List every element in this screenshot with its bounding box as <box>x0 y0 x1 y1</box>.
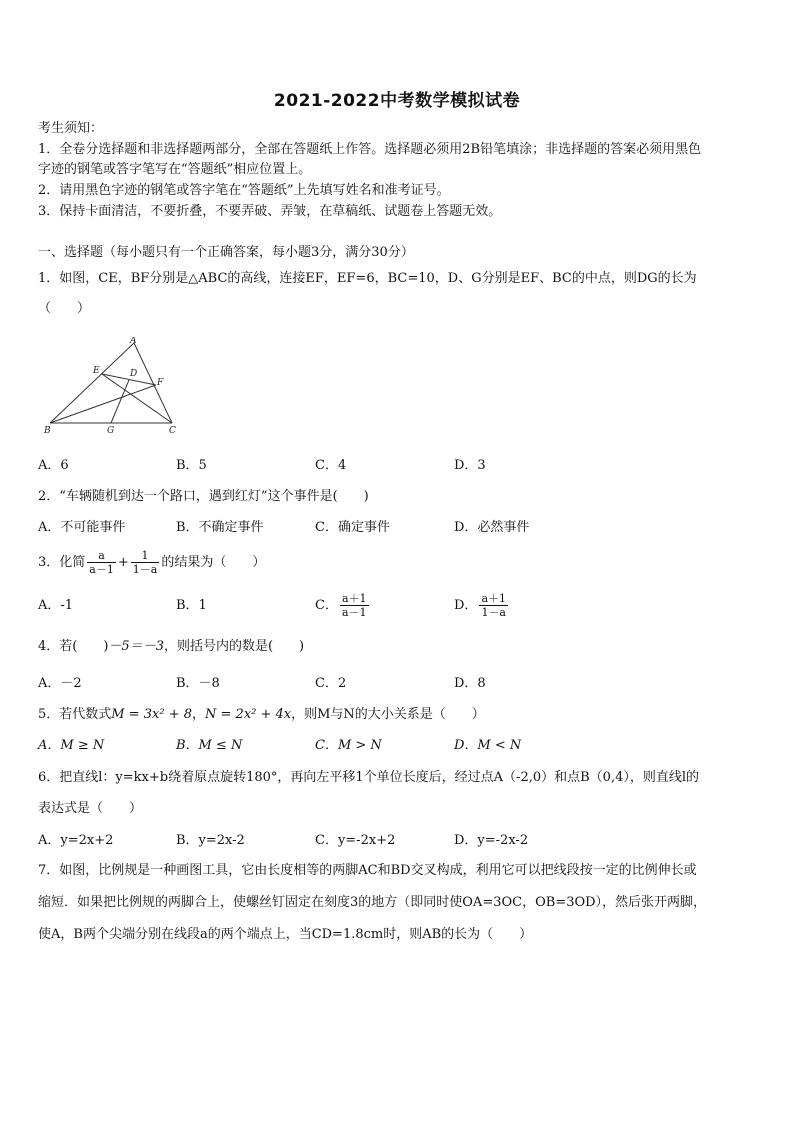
label-E: E <box>93 366 100 376</box>
q2-option-b[interactable]: B．不确定事件 <box>176 520 264 535</box>
page-title: 2021-2022中考数学模拟试卷 <box>273 91 521 111</box>
q5-text-b: ， <box>192 707 206 722</box>
label-G: G <box>107 426 115 436</box>
q4-text-a: 4．若( ) <box>38 639 109 654</box>
notice-item-2: 2．请用黑色字迹的钢笔或答字笔在“答题纸”上先填写姓名和准考证号。 <box>38 183 450 198</box>
notice-item-1-cont: 字迹的钢笔或答字笔写在“答题纸”相应位置上。 <box>38 162 312 177</box>
q3-option-a[interactable]: A．-1 <box>38 598 74 613</box>
q1-option-c[interactable]: C．4 <box>315 458 347 473</box>
q2-option-a[interactable]: A．不可能事件 <box>38 520 126 535</box>
question-6-line-2: 表达式是（ ） <box>38 801 143 816</box>
q3-d-den: 1－a <box>481 606 506 619</box>
q3-option-d-fraction <box>479 592 508 619</box>
q3-f1-num: a <box>87 549 116 563</box>
q3-option-c-fraction <box>340 592 369 619</box>
q4-option-c[interactable]: C．2 <box>315 676 347 691</box>
label-F: F <box>157 378 164 388</box>
label-C: C <box>169 426 176 436</box>
q4-expression: －5＝－3 <box>108 639 164 654</box>
q4-option-b[interactable]: B．－8 <box>176 676 220 691</box>
q6-option-c[interactable]: C．y=-2x+2 <box>315 833 396 848</box>
label-D: D <box>130 369 138 379</box>
q3-fraction-1 <box>87 549 116 576</box>
q3-f2-num: 1 <box>131 549 160 563</box>
section-heading: 一、选择题（每小题只有一个正确答案，每小题3分，满分30分） <box>38 245 414 260</box>
label-A: A <box>130 337 137 346</box>
q4-option-a[interactable]: A．－2 <box>38 676 82 691</box>
q1-option-b[interactable]: B．5 <box>176 458 207 473</box>
question-6-options <box>38 830 758 852</box>
question-1-options <box>38 455 758 477</box>
question-5-text <box>38 706 758 724</box>
q5-option-b[interactable]: B．M ≤ N <box>176 738 243 753</box>
q3-plus: + <box>117 555 129 570</box>
question-6-line-1: 6．把直线l：y=kx+b绕着原点旋转180°，再向左平移1个单位长度后，经过点A（-2,0）和点B（0,4），则直线l的 <box>38 770 700 785</box>
q6-option-d[interactable]: D．y=-2x-2 <box>454 833 529 848</box>
question-1-text: 1．如图，CE，BF分别是△ABC的高线，连接EF，EF=6，BC=10，D、G分别是EF、BC的中点，则DG的长为 <box>38 271 697 286</box>
q5-option-d[interactable]: D．M < N <box>454 738 522 753</box>
q5-n-expression: N = 2x² + 4x <box>205 707 292 722</box>
q6-option-b[interactable]: B．y=2x-2 <box>176 833 245 848</box>
q1-option-d[interactable]: D．3 <box>454 458 486 473</box>
label-B: B <box>44 426 51 436</box>
q1-option-a[interactable]: A．6 <box>38 458 69 473</box>
question-5-options <box>38 735 758 757</box>
q4-text-c: ，则括号内的数是( ) <box>163 639 305 654</box>
question-3-text <box>38 548 758 578</box>
q2-option-d[interactable]: D．必然事件 <box>454 520 530 535</box>
q3-c-num: a＋1 <box>341 592 367 605</box>
q5-m-expression: M = 3x² + 8 <box>111 707 192 722</box>
q3-c-den: a－1 <box>341 606 367 619</box>
q3-option-c-label: C． <box>315 598 338 613</box>
q3-option-c[interactable] <box>315 590 371 622</box>
q3-prefix: 3．化简 <box>38 555 86 570</box>
q3-fraction-2 <box>131 549 160 576</box>
question-7-line-2: 缩短．如果把比例规的两脚合上，使螺丝钉固定在刻度3的地方（即同时使OA=3OC，OB=3OD），然后张开两脚， <box>38 895 707 910</box>
question-7-line-3: 使A，B两个尖端分别在线段a的两个端点上，当CD=1.8cm时，则AB的长为（ ） <box>38 927 533 942</box>
q4-option-d[interactable]: D．8 <box>454 676 486 691</box>
notice-item-1: 1．全卷分选择题和非选择题两部分，全部在答题纸上作答。选择题必须用2B铅笔填涂；非选择题的答案必须用黑色 <box>38 142 702 157</box>
question-2-text: 2．“车辆随机到达一个路口，遇到红灯”这个事件是( ) <box>38 489 369 504</box>
question-7-line-1: 7．如图，比例规是一种画图工具，它由长度相等的两脚AC和BD交叉构成，利用它可以把线段按一定的比例伸长或 <box>38 863 697 878</box>
q2-option-c[interactable]: C．确定事件 <box>315 520 390 535</box>
q5-option-c[interactable]: C．M > N <box>315 738 382 753</box>
q3-suffix: 的结果为（ ） <box>161 555 266 570</box>
q6-option-a[interactable]: A．y=2x+2 <box>38 833 114 848</box>
question-3-options <box>38 590 758 622</box>
triangle-figure <box>44 337 184 437</box>
notice-heading: 考生须知： <box>38 121 104 136</box>
question-4-text <box>38 638 758 656</box>
question-4-options <box>38 673 758 695</box>
q3-option-b[interactable]: B．1 <box>176 598 207 613</box>
q3-option-d-label: D． <box>454 598 478 613</box>
question-1-paren: （ ） <box>38 301 91 316</box>
q5-text-a: 5．若代数式 <box>38 707 112 722</box>
q3-option-d[interactable] <box>454 590 510 622</box>
notice-item-3: 3．保持卡面清洁，不要折叠，不要弄破、弄皱，在草稿纸、试题卷上答题无效。 <box>38 204 502 219</box>
q3-f2-den: 1－a <box>132 563 158 576</box>
question-2-options <box>38 517 758 539</box>
q3-d-num: a＋1 <box>481 592 506 605</box>
q5-option-a[interactable]: A．M ≥ N <box>38 738 105 753</box>
q5-text-c: ，则M与N的大小关系是（ ） <box>291 707 485 722</box>
q3-f1-den: a－1 <box>89 563 114 576</box>
